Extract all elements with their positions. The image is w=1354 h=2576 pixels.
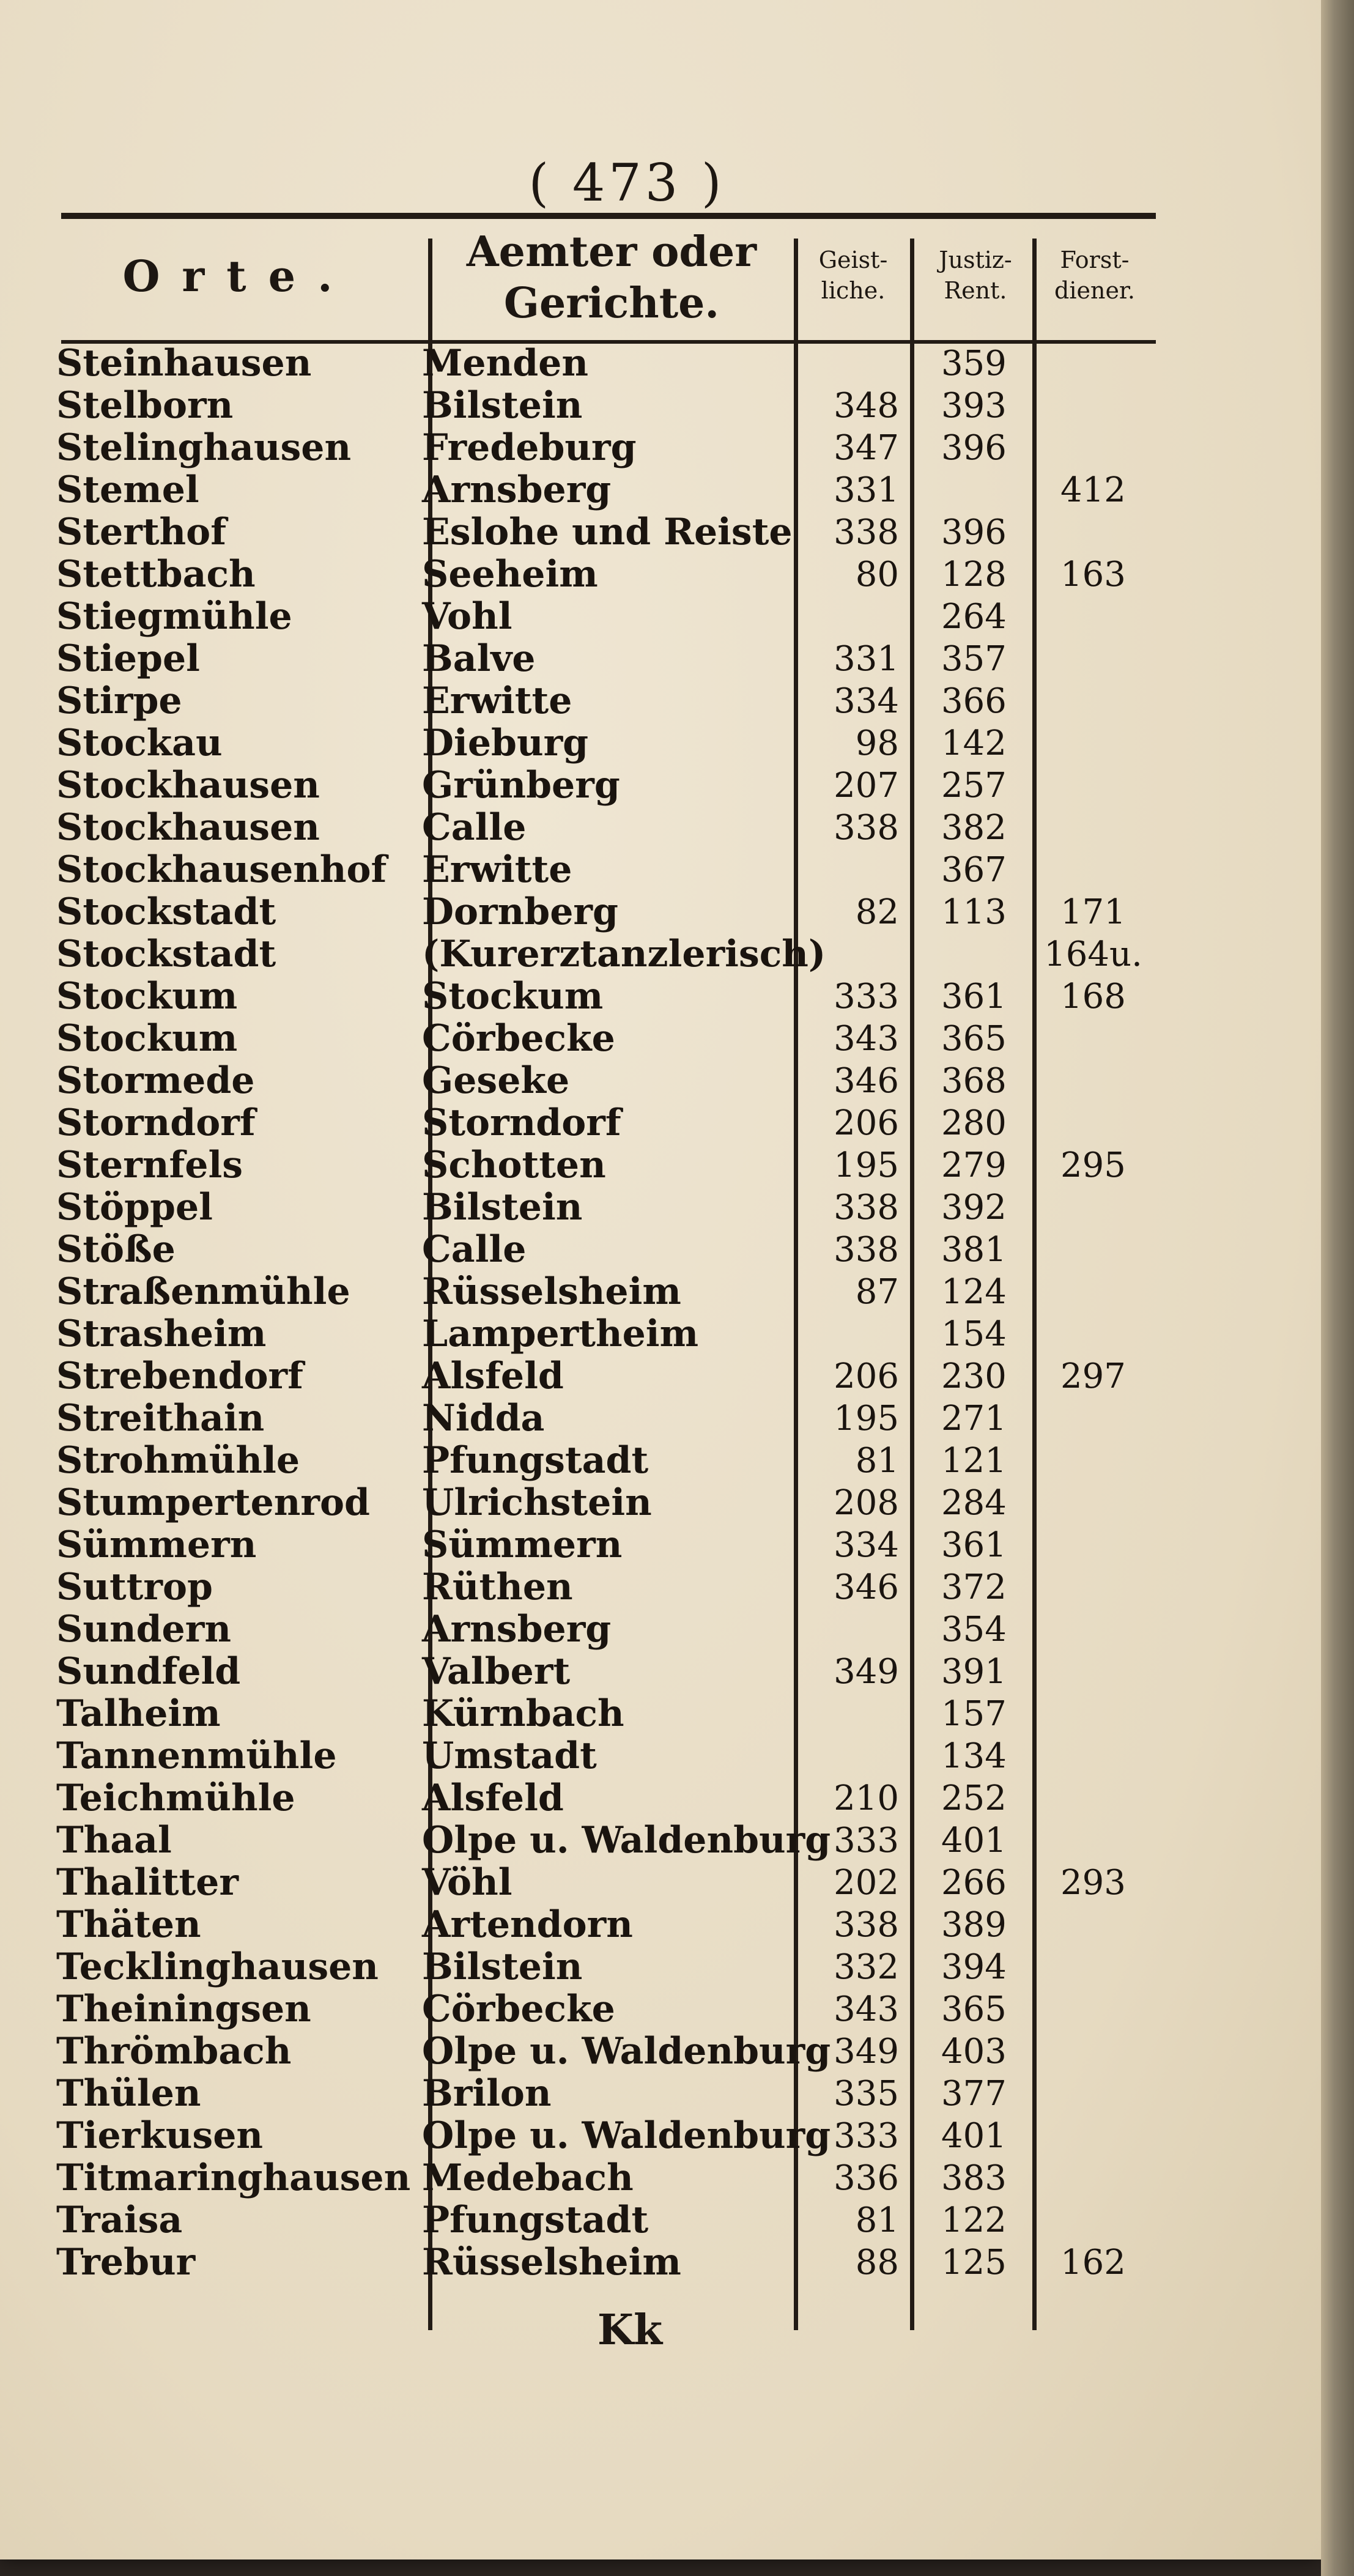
place-name: Traisa (56, 2199, 183, 2241)
office-name: Erwitte (422, 848, 572, 891)
geistliche-page: 338 (834, 1230, 899, 1270)
place-name: Strohmühle (56, 1439, 300, 1482)
geistliche-page: 195 (834, 1399, 899, 1438)
justiz-page: 393 (941, 386, 1007, 426)
geistliche-page: 195 (834, 1146, 899, 1185)
table-row (0, 1482, 1321, 1524)
justiz-page: 365 (941, 1989, 1007, 2029)
geistliche-page: 343 (834, 1019, 899, 1059)
office-name: Nidda (422, 1397, 545, 1440)
forst-page (1040, 1060, 1147, 1102)
table-row (0, 680, 1321, 722)
page-edge (1321, 0, 1354, 2576)
table-row (0, 427, 1321, 469)
forst-page (1040, 1482, 1147, 1524)
place-name: Stockhausen (56, 764, 320, 807)
geistliche-page: 210 (834, 1778, 899, 1818)
place-name: Stumpertenrod (56, 1481, 370, 1524)
justiz-page: 271 (941, 1399, 1007, 1438)
forst-page: 297 (1060, 1356, 1126, 1396)
justiz-page: 157 (941, 1694, 1007, 1734)
table-row (0, 1566, 1321, 1608)
office-name: Medebach (422, 2156, 634, 2199)
place-name: Tierkusen (56, 2114, 263, 2157)
justiz-page: 366 (941, 681, 1007, 721)
table-row (0, 1777, 1321, 1819)
forst-page: 293 (1060, 1863, 1126, 1903)
geistliche-page: 202 (834, 1863, 899, 1903)
office-name: Bilstein (422, 1945, 583, 1988)
table-row (0, 1988, 1321, 2030)
geistliche-page: 349 (834, 1652, 899, 1692)
justiz-page: 368 (941, 1061, 1007, 1101)
header-aemter-line1: Aemter oder (466, 228, 757, 276)
place-name: Sundfeld (56, 1650, 241, 1693)
forst-page (1040, 342, 1147, 385)
office-name: Dornberg (422, 890, 618, 933)
place-name: Sümmern (56, 1523, 257, 1566)
justiz-page: 391 (941, 1652, 1007, 1692)
office-name: Arnsberg (422, 468, 612, 511)
office-name: Stockum (422, 975, 604, 1018)
geistliche-page: 347 (834, 428, 899, 468)
header-forstdiener (1040, 245, 1150, 306)
geistliche-page: 346 (834, 1061, 899, 1101)
place-name: Stemel (56, 468, 199, 511)
office-name: Sümmern (422, 1523, 623, 1566)
justiz-page: 396 (941, 513, 1007, 552)
geistliche-page: 80 (855, 555, 899, 594)
geistliche-page: 335 (834, 2074, 899, 2114)
header-justiz-line1: Justiz- (939, 246, 1012, 273)
office-name: Vöhl (422, 1861, 512, 1904)
geistliche-page: 331 (834, 470, 899, 510)
place-name: Stirpe (56, 679, 182, 722)
justiz-page: 230 (941, 1356, 1007, 1396)
office-name: Rüsselsheim (422, 1270, 681, 1313)
office-name: Arnsberg (422, 1608, 612, 1651)
office-name: Calle (422, 806, 527, 849)
geistliche-page: 333 (834, 1821, 899, 1860)
geistliche-page: 334 (834, 681, 899, 721)
justiz-page: 134 (941, 1736, 1007, 1776)
forst-page (1040, 722, 1147, 764)
place-name: Theiningsen (56, 1988, 311, 2030)
office-name: Alsfeld (422, 1777, 564, 1819)
geistliche-page: 338 (834, 1905, 899, 1945)
office-name: Cörbecke (422, 1017, 615, 1060)
geistliche-page (801, 849, 899, 891)
place-name: Stockum (56, 1017, 238, 1060)
place-name: Strebendorf (56, 1355, 303, 1397)
office-name: Ulrichstein (422, 1481, 652, 1524)
forst-page (1040, 1608, 1147, 1651)
forst-page (1040, 2115, 1147, 2157)
table-row (0, 2157, 1321, 2199)
justiz-page (923, 933, 1024, 975)
table-row (0, 2241, 1321, 2284)
forst-page (1040, 680, 1147, 722)
forst-page (1040, 1651, 1147, 1693)
geistliche-page: 206 (834, 1103, 899, 1143)
table-row (0, 764, 1321, 807)
justiz-page: 365 (941, 1019, 1007, 1059)
header-geistliche (801, 245, 905, 306)
office-name: Alsfeld (422, 1355, 564, 1397)
forst-page (1040, 638, 1147, 680)
header-aemter-line2: Gerichte. (503, 279, 720, 328)
place-name: Thäten (56, 1903, 201, 1946)
table-row (0, 2199, 1321, 2241)
justiz-page: 357 (941, 639, 1007, 679)
place-name: Titmaringhausen (56, 2156, 411, 2199)
office-name: Bilstein (422, 1186, 583, 1229)
justiz-page: 142 (941, 724, 1007, 763)
office-name: Artendorn (422, 1903, 633, 1946)
place-name: Stettbach (56, 553, 256, 596)
office-name: Dieburg (422, 722, 589, 764)
office-name: Olpe u. Waldenburg (422, 2030, 831, 2073)
geistliche-page (801, 596, 899, 638)
justiz-page: 392 (941, 1188, 1007, 1227)
forst-page (1040, 2073, 1147, 2115)
table-row (0, 1229, 1321, 1271)
table-row (0, 2115, 1321, 2157)
office-name: Balve (422, 637, 536, 680)
geistliche-page (801, 1693, 899, 1735)
table-row (0, 596, 1321, 638)
forst-page (1040, 1271, 1147, 1313)
place-name: Stockstadt (56, 890, 276, 933)
forst-page: 171 (1060, 892, 1126, 932)
place-name: Thrömbach (56, 2030, 292, 2073)
forst-page (1040, 764, 1147, 807)
place-name: Stöße (56, 1228, 176, 1271)
place-name: Straßenmühle (56, 1270, 350, 1313)
place-name: Stockhausen (56, 806, 320, 849)
office-name: Menden (422, 342, 588, 385)
header-orte: Orte. (122, 251, 355, 302)
forst-page (1040, 1735, 1147, 1777)
geistliche-page: 98 (855, 724, 899, 763)
header-geist-line2: liche. (821, 277, 886, 304)
justiz-page (923, 469, 1024, 511)
header-geist-line1: Geist- (818, 246, 888, 273)
table-row (0, 722, 1321, 764)
justiz-page: 359 (941, 344, 1007, 383)
table-row (0, 1608, 1321, 1651)
place-name: Talheim (56, 1692, 221, 1735)
forst-page (1040, 1946, 1147, 1988)
geistliche-page (801, 1313, 899, 1355)
justiz-page: 383 (941, 2158, 1007, 2198)
table-row (0, 1651, 1321, 1693)
justiz-page: 252 (941, 1778, 1007, 1818)
table-row (0, 849, 1321, 891)
forst-page: 412 (1060, 470, 1126, 510)
forst-page (1040, 1904, 1147, 1946)
table-row (0, 891, 1321, 933)
place-name: Stockum (56, 975, 238, 1018)
office-name: Rüthen (422, 1566, 573, 1608)
geistliche-page: 81 (855, 1441, 899, 1481)
table-row (0, 469, 1321, 511)
geistliche-page: 331 (834, 639, 899, 679)
table-row (0, 1819, 1321, 1862)
office-name: Calle (422, 1228, 527, 1271)
geistliche-page: 343 (834, 1989, 899, 2029)
geistliche-page: 348 (834, 386, 899, 426)
table-row (0, 2073, 1321, 2115)
forst-page (1040, 2030, 1147, 2073)
table-row (0, 933, 1321, 975)
justiz-page: 121 (941, 1441, 1007, 1481)
forst-page (1040, 2199, 1147, 2241)
table-row (0, 1693, 1321, 1735)
table-row (0, 1186, 1321, 1229)
geistliche-page (801, 1735, 899, 1777)
forst-page (1040, 2157, 1147, 2199)
place-name: Thülen (56, 2072, 201, 2115)
forst-page (1040, 807, 1147, 849)
office-name: Eslohe und Reiste (422, 511, 793, 553)
place-name: Trebur (56, 2241, 196, 2284)
office-name: Storndorf (422, 1101, 621, 1144)
table-row (0, 1271, 1321, 1313)
justiz-page: 264 (941, 597, 1007, 637)
office-name: Lampertheim (422, 1312, 699, 1355)
geistliche-page: 81 (855, 2200, 899, 2240)
geistliche-page: 88 (855, 2243, 899, 2282)
place-name: Thalitter (56, 1861, 239, 1904)
table-row (0, 1440, 1321, 1482)
table-row (0, 511, 1321, 553)
place-name: Stockau (56, 722, 223, 764)
place-name: Sternfels (56, 1144, 243, 1186)
office-name: Olpe u. Waldenburg (422, 2114, 831, 2157)
forst-page (1040, 1777, 1147, 1819)
geistliche-page: 338 (834, 808, 899, 848)
justiz-page: 284 (941, 1483, 1007, 1523)
justiz-page: 128 (941, 555, 1007, 594)
office-name: Schotten (422, 1144, 606, 1186)
table-row (0, 1144, 1321, 1186)
office-name: (Kurerztanzlerisch) (422, 933, 826, 975)
table-row (0, 342, 1321, 385)
place-name: Stockhausenhof (56, 848, 387, 891)
forst-page: 163 (1060, 555, 1126, 594)
forst-page (1040, 427, 1147, 469)
forst-page (1040, 1102, 1147, 1144)
forst-page (1040, 1524, 1147, 1566)
table-row (0, 1524, 1321, 1566)
geistliche-page: 87 (855, 1272, 899, 1312)
table-row (0, 1735, 1321, 1777)
forst-page (1040, 849, 1147, 891)
justiz-page: 154 (941, 1314, 1007, 1354)
place-name: Tecklinghausen (56, 1945, 379, 1988)
geistliche-page: 338 (834, 1188, 899, 1227)
table-row (0, 975, 1321, 1018)
office-name: Vohl (422, 595, 512, 638)
justiz-page: 257 (941, 766, 1007, 805)
geistliche-page: 334 (834, 1525, 899, 1565)
office-name: Seeheim (422, 553, 598, 596)
forst-page (1040, 1018, 1147, 1060)
table-row (0, 1060, 1321, 1102)
office-name: Valbert (422, 1650, 571, 1693)
geistliche-page: 82 (855, 892, 899, 932)
table-row (0, 553, 1321, 596)
office-name: Grünberg (422, 764, 620, 807)
forst-page (1040, 1186, 1147, 1229)
geistliche-page: 349 (834, 2032, 899, 2071)
geistliche-page: 346 (834, 1567, 899, 1607)
justiz-page: 361 (941, 1525, 1007, 1565)
header-justiz-line2: Rent. (944, 277, 1007, 304)
place-name: Stockstadt (56, 933, 276, 975)
forst-page (1040, 1440, 1147, 1482)
justiz-page: 381 (941, 1230, 1007, 1270)
office-name: Bilstein (422, 384, 583, 427)
table-row (0, 1904, 1321, 1946)
place-name: Stelborn (56, 384, 234, 427)
office-name: Olpe u. Waldenburg (422, 1819, 831, 1862)
place-name: Suttrop (56, 1566, 213, 1608)
place-name: Steinhausen (56, 342, 312, 385)
justiz-page: 113 (941, 892, 1007, 932)
justiz-page: 122 (941, 2200, 1007, 2240)
place-name: Streithain (56, 1397, 265, 1440)
justiz-page: 279 (941, 1146, 1007, 1185)
page-number: ( 473 ) (528, 153, 725, 213)
table-row (0, 1018, 1321, 1060)
place-name: Sterthof (56, 511, 226, 553)
forst-page: 295 (1060, 1146, 1126, 1185)
justiz-page: 361 (941, 977, 1007, 1016)
justiz-page: 401 (941, 1821, 1007, 1860)
forst-page (1040, 596, 1147, 638)
office-name: Fredeburg (422, 426, 637, 469)
justiz-page: 280 (941, 1103, 1007, 1143)
justiz-page: 377 (941, 2074, 1007, 2114)
place-name: Strasheim (56, 1312, 267, 1355)
table-row (0, 1862, 1321, 1904)
geistliche-page (801, 933, 899, 975)
place-name: Storndorf (56, 1101, 256, 1144)
geistliche-page (801, 1608, 899, 1651)
justiz-page: 125 (941, 2243, 1007, 2282)
table-row (0, 1102, 1321, 1144)
forst-page: 168 (1060, 977, 1126, 1016)
signature-mark: Kk (597, 2306, 663, 2355)
top-rule (61, 213, 1156, 219)
geistliche-page: 333 (834, 2116, 899, 2156)
justiz-page: 403 (941, 2032, 1007, 2071)
office-name: Brilon (422, 2072, 552, 2115)
justiz-page: 382 (941, 808, 1007, 848)
table-row (0, 385, 1321, 427)
forst-page (1040, 1693, 1147, 1735)
place-name: Stiegmühle (56, 595, 292, 638)
justiz-page: 367 (941, 850, 1007, 890)
office-name: Pfungstadt (422, 1439, 649, 1482)
forst-page (1040, 385, 1147, 427)
forst-page (1040, 1988, 1147, 2030)
office-name: Umstadt (422, 1734, 597, 1777)
table-row (0, 638, 1321, 680)
justiz-page: 396 (941, 428, 1007, 468)
geistliche-page: 332 (834, 1947, 899, 1987)
geistliche-page: 206 (834, 1356, 899, 1396)
place-name: Stelinghausen (56, 426, 352, 469)
place-name: Stöppel (56, 1186, 213, 1229)
office-name: Rüsselsheim (422, 2241, 681, 2284)
place-name: Tannenmühle (56, 1734, 337, 1777)
header-forst-line2: diener. (1054, 277, 1135, 304)
forst-page (1040, 1313, 1147, 1355)
office-name: Kürnbach (422, 1692, 624, 1735)
forst-page: 162 (1060, 2243, 1126, 2282)
geistliche-page: 333 (834, 977, 899, 1016)
office-name: Geseke (422, 1059, 570, 1102)
forst-page (1040, 511, 1147, 553)
register-table (0, 342, 1321, 2284)
justiz-page: 401 (941, 2116, 1007, 2156)
forst-page (1040, 1819, 1147, 1862)
table-row (0, 1313, 1321, 1355)
table-row (0, 1946, 1321, 1988)
office-name: Erwitte (422, 679, 572, 722)
header-justiz-rent (920, 245, 1030, 306)
place-name: Stormede (56, 1059, 255, 1102)
place-name: Sundern (56, 1608, 231, 1651)
justiz-page: 394 (941, 1947, 1007, 1987)
forst-page (1040, 1229, 1147, 1271)
justiz-page: 389 (941, 1905, 1007, 1945)
place-name: Thaal (56, 1819, 172, 1862)
table-row (0, 1397, 1321, 1440)
forst-page (1040, 1566, 1147, 1608)
header-aemter (440, 226, 783, 329)
place-name: Stiepel (56, 637, 200, 680)
table-row (0, 1355, 1321, 1397)
geistliche-page: 207 (834, 766, 899, 805)
table-row (0, 2030, 1321, 2073)
geistliche-page: 336 (834, 2158, 899, 2198)
justiz-page: 266 (941, 1863, 1007, 1903)
office-name: Cörbecke (422, 1988, 615, 2030)
header-forst-line1: Forst- (1060, 246, 1130, 273)
geistliche-page (801, 342, 899, 385)
geistliche-page: 338 (834, 513, 899, 552)
geistliche-page: 208 (834, 1483, 899, 1523)
justiz-page: 124 (941, 1272, 1007, 1312)
place-name: Teichmühle (56, 1777, 295, 1819)
forst-page: 164u. (1044, 935, 1142, 974)
justiz-page: 372 (941, 1567, 1007, 1607)
justiz-page: 354 (941, 1610, 1007, 1649)
table-row (0, 807, 1321, 849)
forst-page (1040, 1397, 1147, 1440)
office-name: Pfungstadt (422, 2199, 649, 2241)
